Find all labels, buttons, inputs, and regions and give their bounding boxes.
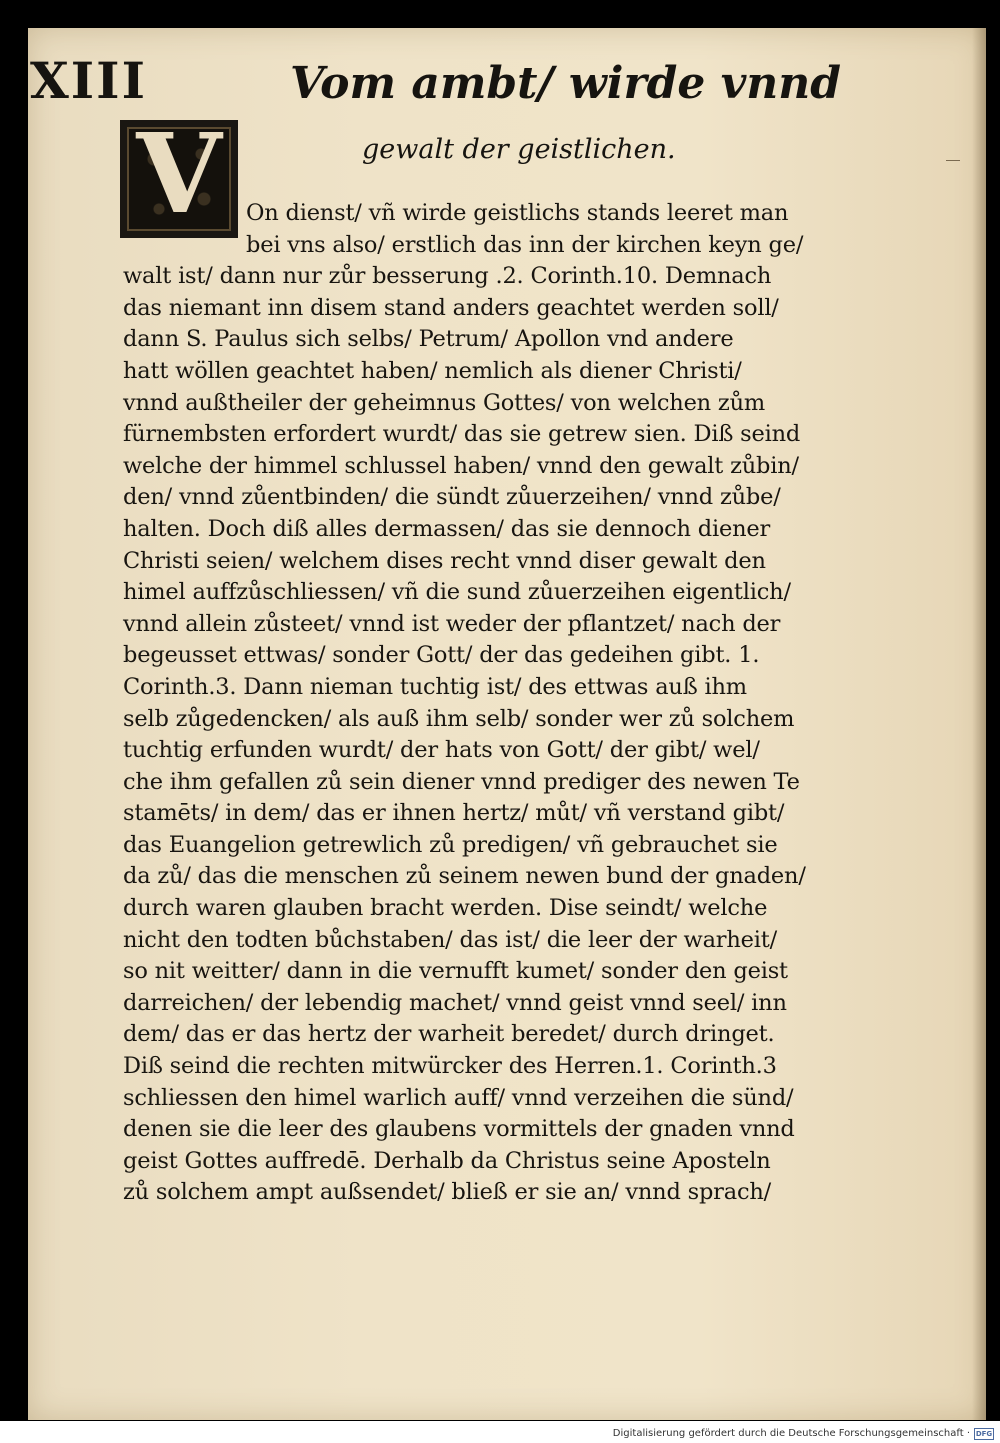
text-line: che ihm gefallen zů sein diener vnnd prediger des newen Te — [123, 768, 800, 795]
footer-band — [0, 1421, 1000, 1443]
text-line: Christi seien/ welchem dises recht vnnd diser gewalt den — [123, 547, 766, 574]
text-line: geist Gottes auffredē. Derhalb da Christus seine Aposteln — [123, 1147, 771, 1174]
text-line: darreichen/ der lebendig machet/ vnnd geist vnnd seel/ inn — [123, 989, 787, 1016]
text-line: selb zůgedencken/ als auß ihm selb/ sonder wer zů solchem — [123, 705, 795, 732]
text-line: halten. Doch diß alles dermassen/ das sie dennoch diener — [123, 515, 771, 542]
folio-number: XIII — [30, 51, 147, 110]
text-line: vnnd außtheiler der geheimnus Gottes/ von welchen zům — [123, 389, 766, 416]
text-line: dem/ das er das hertz der warheit beredet/ durch dringet. — [123, 1021, 775, 1048]
text-line: Diß seind die rechten mitwürcker des Herren.1. Corinth.3 — [123, 1053, 777, 1080]
text-line: tuchtig erfunden wurdt/ der hats von Gott/ der gibt/ wel/ — [123, 737, 760, 764]
text-line: welche der himmel schlussel haben/ vnnd den gewalt zůbin/ — [123, 452, 799, 479]
initial-letter: V — [136, 120, 222, 238]
page-title-line-1: Vom ambt/ wirde vnnd — [290, 58, 842, 109]
text-line: fürnembsten erfordert wurdt/ das sie getrew sien. Diß seind — [123, 421, 801, 448]
text-line: da zů/ das die menschen zů seinem newen bund der gnaden/ — [123, 863, 806, 890]
dfg-logo-icon: DFG — [975, 1430, 993, 1438]
text-line: walt ist/ dann nur zůr besserung .2. Corinth.10. Demnach — [123, 263, 772, 290]
margin-mark — [946, 160, 960, 161]
text-line: das niemant inn disem stand anders geachtet werden soll/ — [123, 294, 779, 321]
text-line: bei vns also/ erstlich das inn der kirchen keyn ge/ — [246, 231, 804, 258]
text-line: himel auffzůschliessen/ vñ die sund zůuerzeihen eigentlich/ — [123, 579, 791, 606]
text-line: den/ vnnd zůentbinden/ die sündt zůuerzeihen/ vnnd zůbe/ — [123, 484, 781, 511]
page-gutter-shadow — [972, 28, 986, 1420]
text-line: nicht den todten bůchstaben/ das ist/ die leer der warheit/ — [123, 926, 777, 953]
page-title-line-2: gewalt der geistlichen. — [362, 134, 676, 165]
text-line: hatt wöllen geachtet haben/ nemlich als diener Christi/ — [123, 357, 742, 384]
text-line: Corinth.3. Dann nieman tuchtig ist/ des ettwas auß ihm — [123, 673, 747, 700]
body-text — [123, 198, 928, 1209]
text-line: stamēts/ in dem/ das er ihnen hertz/ můt/ vñ verstand gibt/ — [123, 800, 785, 827]
text-line: zů solchem ampt außsendet/ bließ er sie an/ vnnd sprach/ — [123, 1179, 772, 1206]
text-line: dann S. Paulus sich selbs/ Petrum/ Apollon vnd andere — [123, 326, 734, 353]
text-line: begeusset ettwas/ sonder Gott/ der das gedeihen gibt. 1. — [123, 642, 760, 669]
text-line: durch waren glauben bracht werden. Dise seindt/ welche — [123, 895, 768, 922]
funding-credit: Digitalisierung gefördert durch die Deutsche Forschungsgemeinschaft · — [612, 1428, 970, 1439]
text-line: so nit weitter/ dann in die vernufft kumet/ sonder den geist — [123, 958, 788, 985]
text-line: denen sie die leer des glaubens vormittels der gnaden vnnd — [123, 1116, 795, 1143]
text-line: schliessen den himel warlich auff/ vnnd verzeihen die sünd/ — [123, 1084, 794, 1111]
text-line: vnnd allein zůsteet/ vnnd ist weder der pflantzet/ nach der — [123, 610, 781, 637]
text-line: das Euangelion getrewlich zů predigen/ vñ gebrauchet sie — [123, 831, 778, 858]
text-line: On dienst/ vñ wirde geistlichs stands leeret man — [246, 200, 789, 226]
